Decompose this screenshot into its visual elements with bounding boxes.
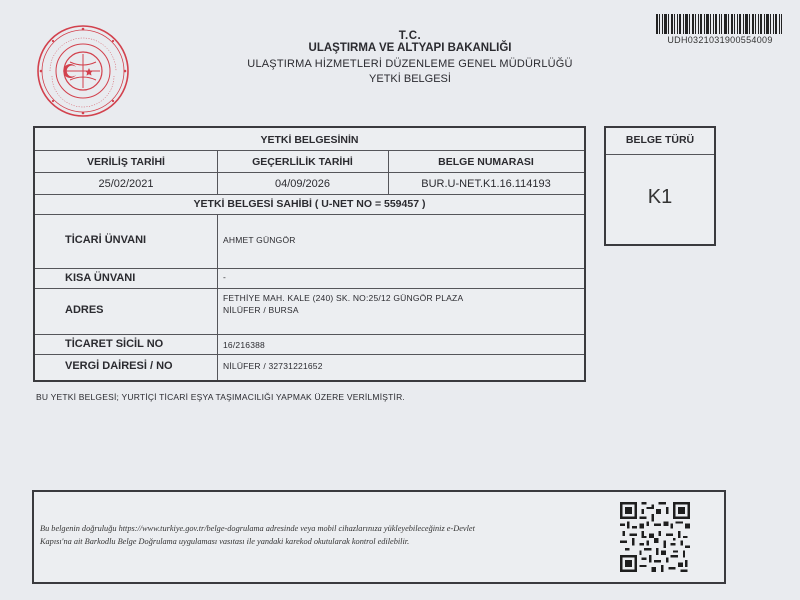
document-type-value: K1 [647, 186, 673, 208]
trade-registry-no: 16/216388 [223, 340, 265, 350]
header-directorate: ULAŞTIRMA HİZMETLERİ DÜZENLEME GENEL MÜDÜRLÜĞÜ [247, 58, 573, 70]
document-type-box [604, 126, 716, 246]
section-title: YETKİ BELGESİNİN [260, 134, 359, 146]
document-number: BUR.U-NET.K1.16.114193 [421, 178, 551, 190]
header-country: T.C. [398, 30, 422, 42]
verification-text [40, 522, 600, 548]
address-line2: NİLÜFER / BURSA [223, 305, 299, 315]
ministry-seal [36, 24, 130, 118]
tax-office-label: VERGİ DAİRESİ / NO [65, 360, 173, 372]
certificate-note: BU YETKİ BELGESİ; YURTİÇİ TİCARİ EŞYA TAŞIMACILIĞI YAPMAK ÜZERE VERİLMİŞTİR. [36, 392, 405, 402]
address-label: ADRES [65, 304, 104, 316]
barcode-number: UDH0321031900554009 [667, 35, 773, 45]
verification-line2: Kapısı'na ait Barkodlu Belge Doğrulama uygulaması vasıtası ile yandaki karekod okutularak kontrol edilebilir. [40, 537, 410, 546]
validity-date: 04/09/2026 [274, 178, 331, 190]
issue-date: 25/02/2021 [98, 178, 154, 190]
trade-registry-label: TİCARET SİCİL NO [65, 338, 164, 350]
verification-line1: Bu belgenin doğruluğu https://www.turkiye.gov.tr/belge-dogrulama adresinde veya mobil cihazlarınıza yükleyebileceğiniz e-Devlet [40, 524, 475, 533]
issue-date-label: VERİLİŞ TARİHİ [87, 156, 165, 168]
holder-title: YETKİ BELGESİ SAHİBİ ( U-NET NO = 559457 ) [193, 198, 426, 210]
trade-name-label: TİCARİ ÜNVANI [65, 234, 147, 246]
address-line1: FETHİYE MAH. KALE (240) SK. NO:25/12 GÜNGÖR PLAZA [223, 293, 464, 303]
header-ministry: ULAŞTIRMA VE ALTYAPI BAKANLIĞI [308, 42, 512, 54]
barcode [656, 14, 782, 34]
short-name: - [223, 272, 227, 282]
verification-box [32, 490, 726, 584]
validity-date-label: GEÇERLİLİK TARİHİ [252, 156, 353, 168]
document-title: YETKİ BELGESİ [369, 73, 451, 85]
document-number-label: BELGE NUMARASI [438, 156, 534, 168]
qr-code [620, 502, 690, 572]
certificate-table [33, 126, 586, 382]
document-type-label: BELGE TÜRÜ [625, 134, 695, 146]
tax-office-value: NİLÜFER / 32731221652 [223, 361, 323, 371]
short-name-label: KISA ÜNVANI [65, 272, 136, 284]
trade-name: AHMET GÜNGÖR [223, 235, 296, 245]
